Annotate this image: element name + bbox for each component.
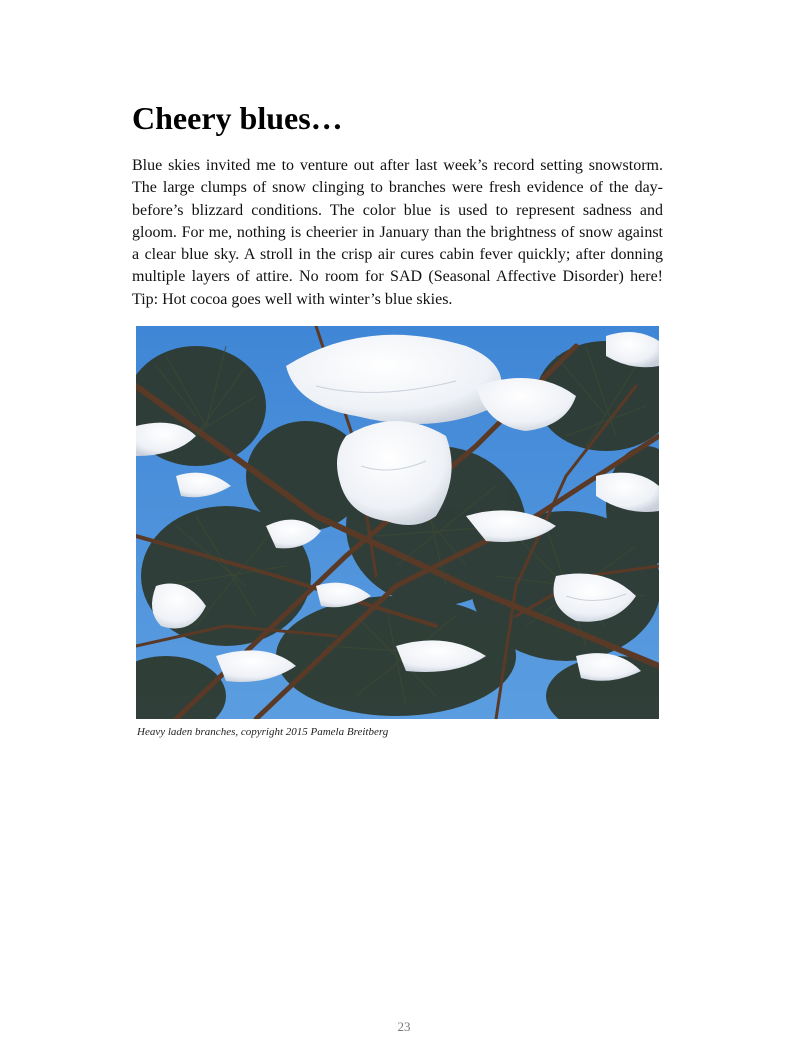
photo-caption: Heavy laden branches, copyright 2015 Pamela Breitberg <box>137 726 389 738</box>
page-title: Cheery blues… <box>132 100 343 136</box>
body-paragraph: Blue skies invited me to venture out after last week’s record setting snowstorm. The large clumps of snow clinging to branches were fresh evidence of the day-before’s blizzard conditions. The color blue is used to represent sadness and gloom. For me, nothing is cheerier in January than the brightness of snow against a clear blue sky. A stroll in the crisp air cures cabin fever quickly; after donning multiple layers of attire. No room for SAD (Seasonal Affective Disorder) here! Tip: Hot cocoa goes well with winter’s blue skies. <box>132 157 663 308</box>
snowy-pine-branches-photo <box>136 326 659 719</box>
page-number: 23 <box>397 1019 411 1034</box>
